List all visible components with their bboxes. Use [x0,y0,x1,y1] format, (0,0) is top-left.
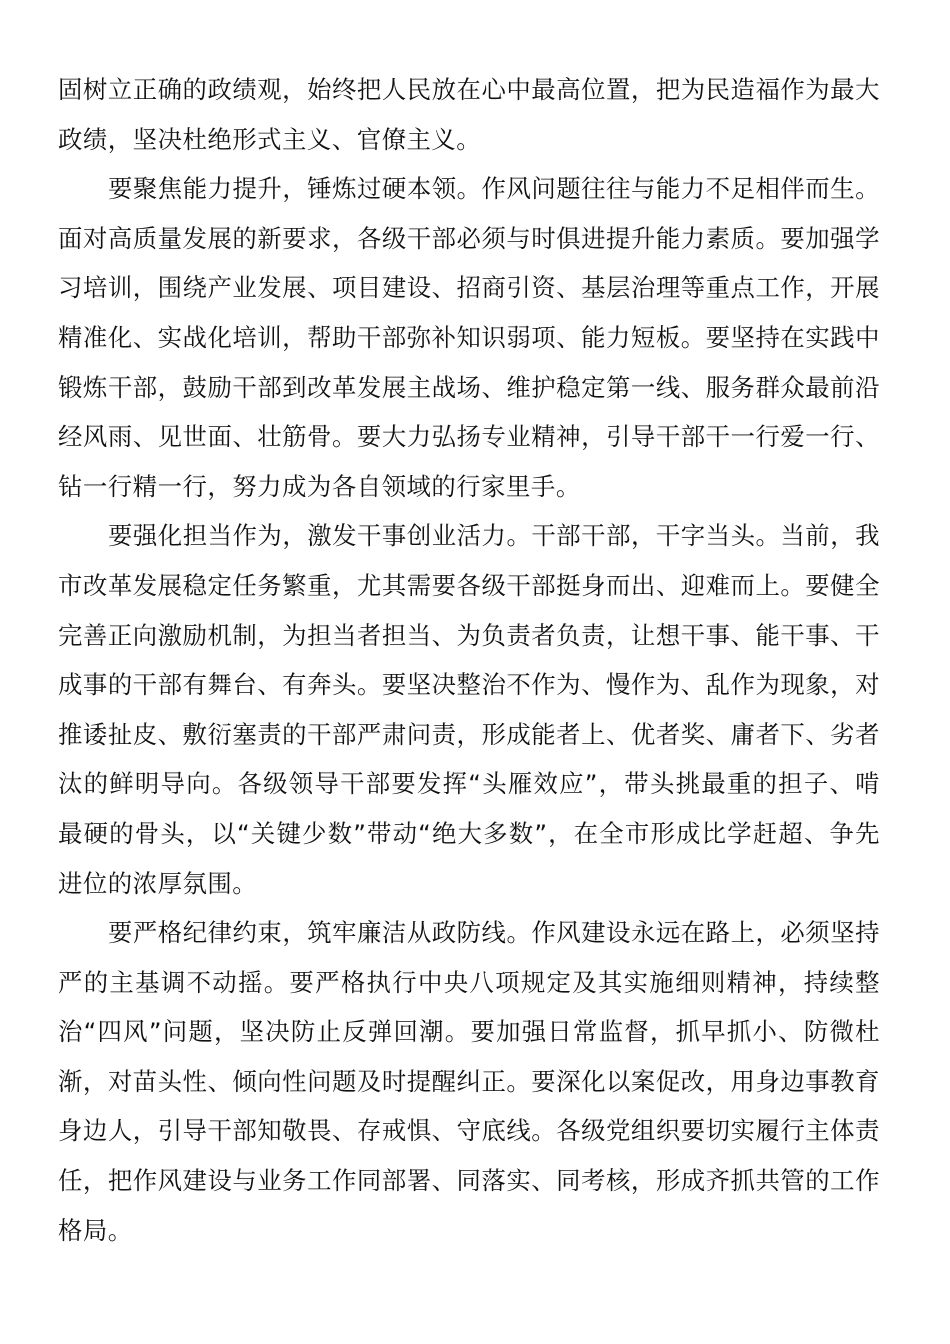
paragraph-4: 要严格纪律约束，筑牢廉洁从政防线。作风建设永远在路上，必须坚持严的主基调不动摇。要严格执行中央八项规定及其实施细则精神，持续整治“四风”问题，坚决防止反弹回潮。要加强日常监督，抓早抓小、防微杜渐，对苗头性、倾向性问题及时提醒纠正。要深化以案促改，用身边事教育身边人，引导干部知敬畏、存戒惧、守底线。各级党组织要切实履行主体责任，把作风建设与业务工作同部署、同落实、同考核，形成齐抓共管的工作格局。 [58,918,880,1245]
paragraph-3: 要强化担当作为，激发干事创业活力。干部干部，干字当头。当前，我市改革发展稳定任务繁重，尤其需要各级干部挺身而出、迎难而上。要健全完善正向激励机制，为担当者担当、为负责者负责，让想干事、能干事、干成事的干部有舞台、有奔头。要坚决整治不作为、慢作为、乱作为现象，对推诿扯皮、敷衍塞责的干部严肃问责，形成能者上、优者奖、庸者下、劣者汰的鲜明导向。各级领导干部要发挥“头雁效应”，带头挑最重的担子、啃最硬的骨头，以“关键少数”带动“绝大多数”，在全市形成比学赶超、争先进位的浓厚氛围。 [58,521,880,898]
paragraph-1: 固树立正确的政绩观，始终把人民放在心中最高位置，把为民造福作为最大政绩，坚决杜绝形式主义、官僚主义。 [58,75,880,154]
document-page [58,65,880,1255]
paragraph-2: 要聚焦能力提升，锤炼过硬本领。作风问题往往与能力不足相伴而生。面对高质量发展的新要求，各级干部必须与时俱进提升能力素质。要加强学习培训，围绕产业发展、项目建设、招商引资、基层治理等重点工作，开展精准化、实战化培训，帮助干部弥补知识弱项、能力短板。要坚持在实践中锻炼干部，鼓励干部到改革发展主战场、维护稳定第一线、服务群众最前沿经风雨、见世面、壮筋骨。要大力弘扬专业精神，引导干部干一行爱一行、钻一行精一行，努力成为各自领域的行家里手。 [58,174,880,501]
